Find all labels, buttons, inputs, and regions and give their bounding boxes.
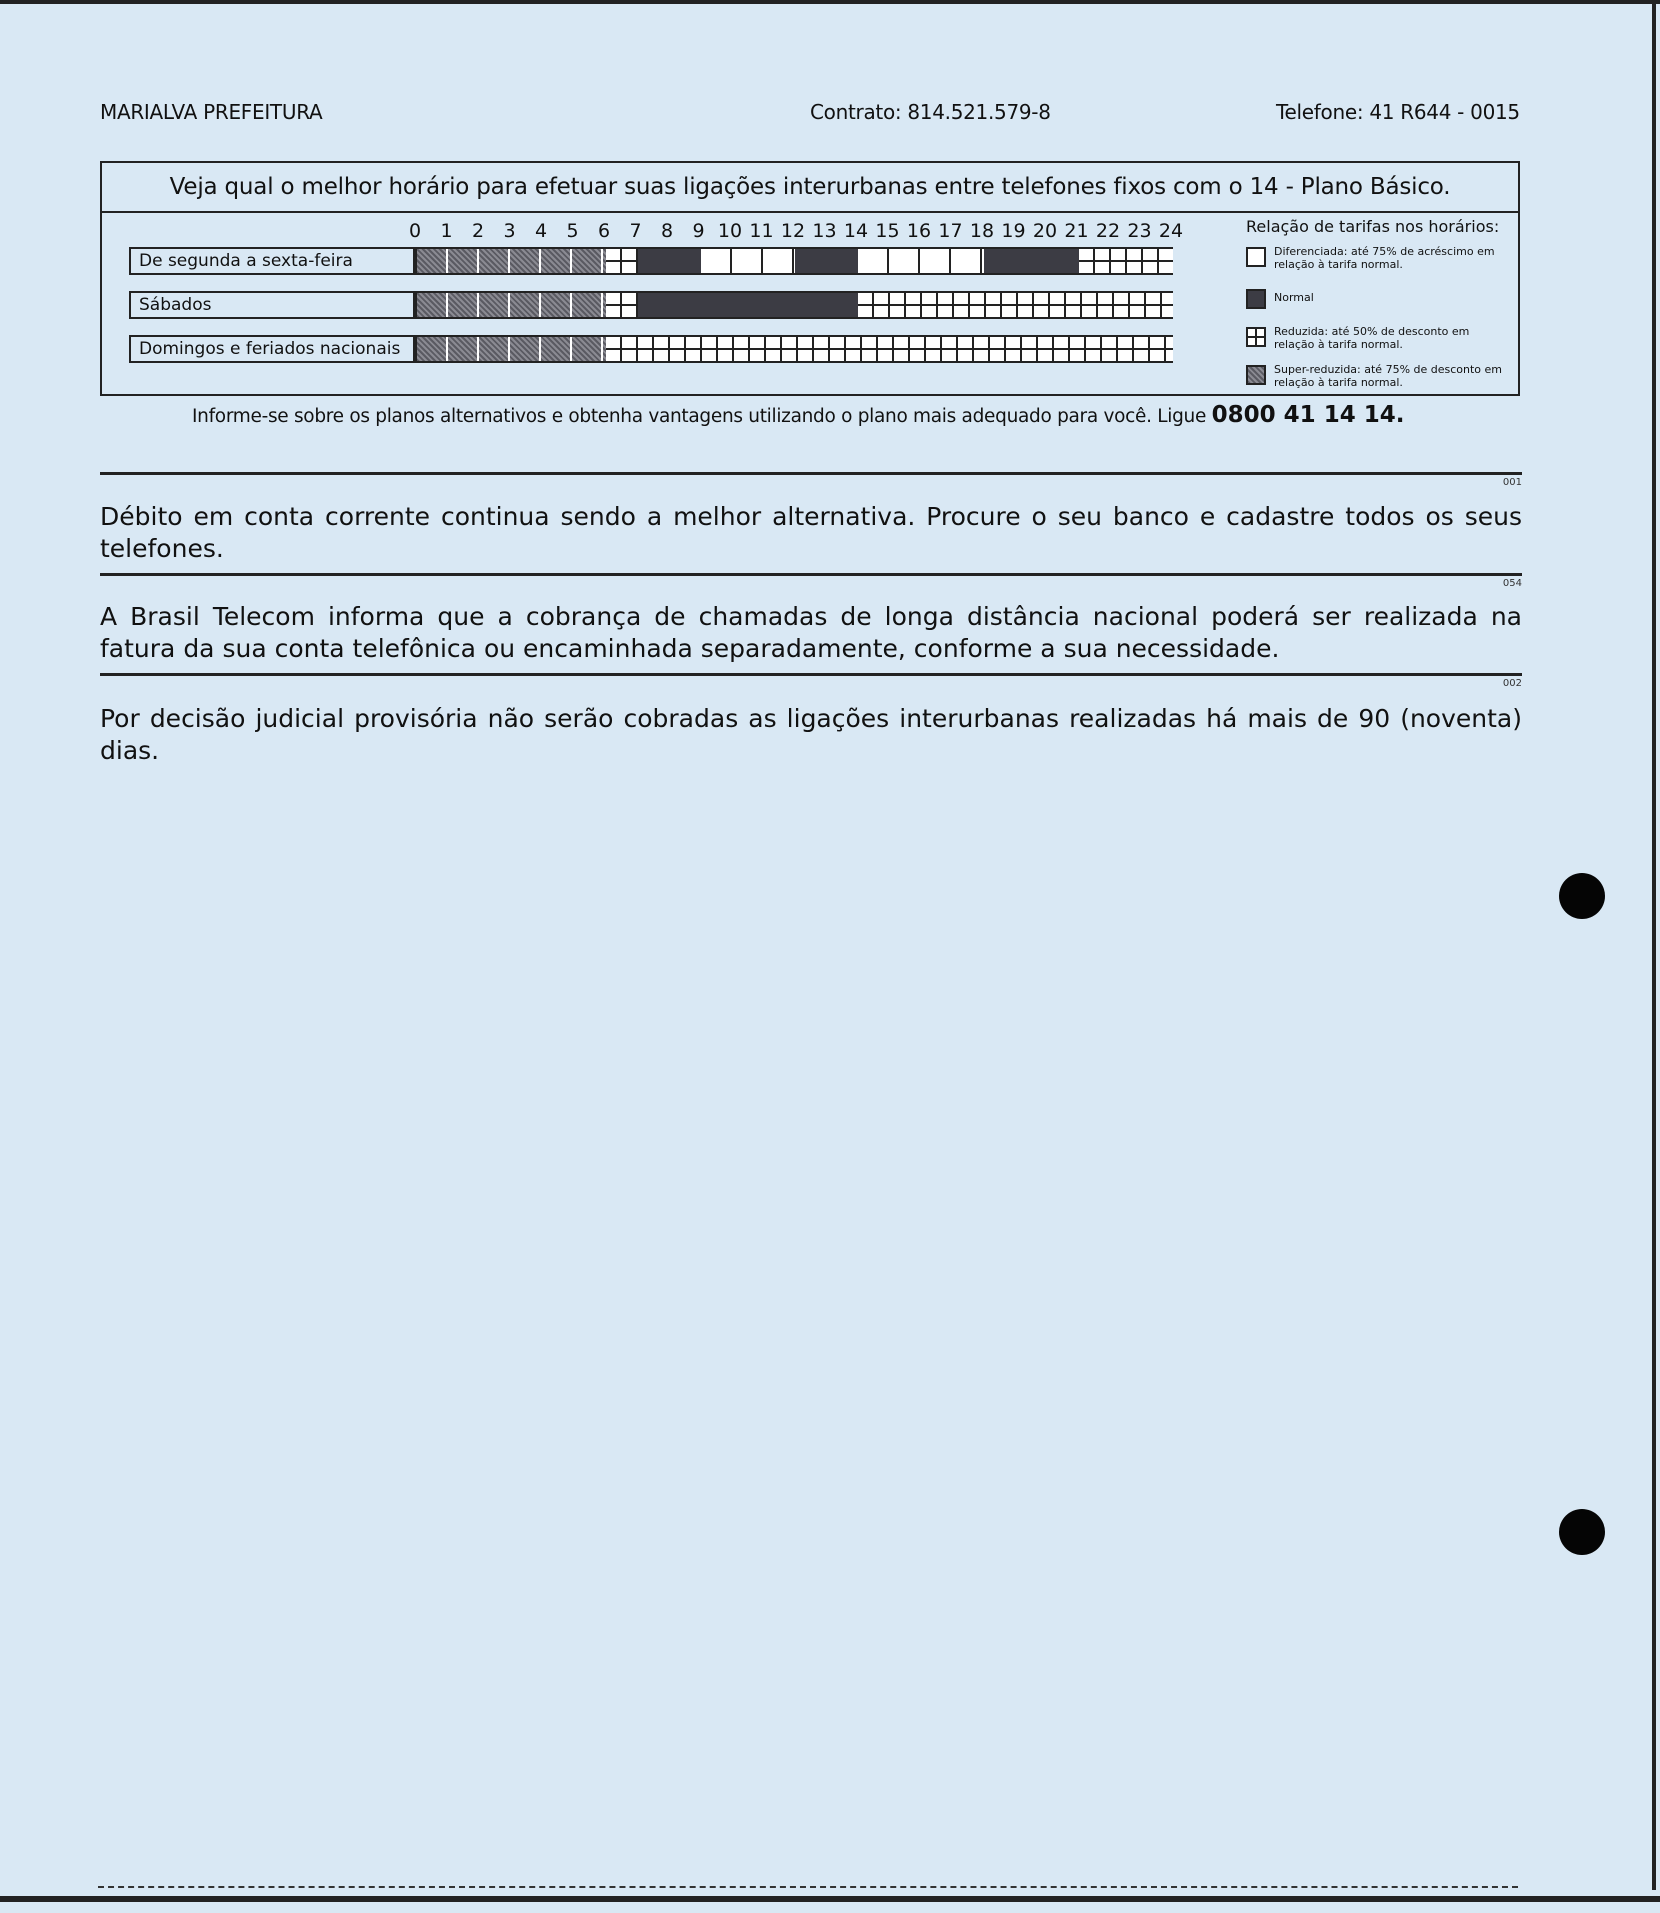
hour-tick-label: 14 xyxy=(843,220,869,242)
notice-long-distance-billing: A Brasil Telecom informa que a cobrança de chamadas de longa distância nacional poderá ser realizada na fatura da sua conta telefônica ou encaminhada separadamente, conforme a sua necessidade. xyxy=(100,602,1522,663)
hour-tick-label: 22 xyxy=(1095,220,1121,242)
section-divider xyxy=(100,472,1522,475)
tariff-schedule-box xyxy=(100,161,1520,396)
tariff-bar-sundays-holidays xyxy=(415,335,1173,363)
hour-tick-label: 5 xyxy=(566,220,579,242)
hour-tick-label: 3 xyxy=(503,220,516,242)
tariff-segment-super xyxy=(417,337,606,361)
legend-text-normal: Normal xyxy=(1274,291,1314,304)
legend-text-reduced: Reduzida: até 50% de desconto em relação à tarifa normal. xyxy=(1274,325,1470,351)
legend-item-differentiated xyxy=(1244,243,1514,273)
tariff-segment-diff xyxy=(858,249,984,273)
tariff-segment-reduced xyxy=(606,337,1173,361)
legend-item-super-reduced xyxy=(1244,361,1514,391)
legend-text-super-reduced: Super-reduzida: até 75% de desconto em relação à tarifa normal. xyxy=(1274,363,1503,389)
notice-code: 002 xyxy=(1502,678,1522,689)
hour-tick-label: 10 xyxy=(717,220,743,242)
hour-tick-label: 4 xyxy=(534,220,548,242)
hour-tick-label: 17 xyxy=(938,220,963,242)
legend-item-reduced xyxy=(1244,323,1514,353)
notice-court-decision: Por decisão judicial provisória não serão cobradas as ligações interurbanas realizadas há mais de 90 (noventa) dias. xyxy=(100,704,1522,765)
top-border xyxy=(0,0,1660,4)
alternative-plans-text: Informe-se sobre os planos alternativos e obtenha vantagens utilizando o plano mais adequado para você. Ligue xyxy=(192,406,1207,427)
hour-tick-label: 21 xyxy=(1064,220,1089,242)
tariff-legend xyxy=(1244,213,1514,395)
hour-tick-label: 18 xyxy=(969,220,995,242)
notice-code: 054 xyxy=(1502,578,1522,589)
tariff-schedule-title: Veja qual o melhor horário para efetuar suas ligações interurbanas entre telefones fixos com o 14 - Plano Básico. xyxy=(102,163,1518,213)
hour-tick-label: 13 xyxy=(812,220,837,242)
hour-tick-label: 12 xyxy=(780,220,806,242)
binder-hole xyxy=(1559,1509,1605,1555)
hour-tick-label: 2 xyxy=(471,220,485,242)
hour-tick-label: 24 xyxy=(1158,220,1184,242)
alternative-plans-phone: 0800 41 14 14. xyxy=(1211,402,1405,428)
legend-swatch-differentiated xyxy=(1246,247,1266,267)
tariff-segment-normal xyxy=(638,249,701,273)
notice-direct-debit: Débito em conta corrente continua sendo a melhor alternativa. Procure o seu banco e cadastre todos os seus telefones. xyxy=(100,502,1522,563)
tariff-bar-weekdays xyxy=(415,247,1173,275)
tariff-segment-super xyxy=(417,249,606,273)
tariff-bar-saturdays xyxy=(415,291,1173,319)
hour-tick-label: 16 xyxy=(906,220,932,242)
tariff-segment-super xyxy=(417,293,606,317)
section-divider xyxy=(100,673,1522,676)
legend-swatch-normal xyxy=(1246,289,1266,309)
hour-tick-label: 9 xyxy=(692,220,705,242)
hour-tick-label: 8 xyxy=(660,220,674,242)
tariff-segment-normal xyxy=(795,249,858,273)
alternative-plans-info xyxy=(192,402,1404,428)
telephone-number: Telefone: 41 R644 - 0015 xyxy=(1276,100,1520,124)
hour-tick-label: 11 xyxy=(749,220,774,242)
hour-tick-label: 0 xyxy=(408,220,422,242)
hour-tick-label: 23 xyxy=(1127,220,1152,242)
tariff-segment-normal xyxy=(638,293,859,317)
hour-tick-label: 7 xyxy=(629,220,642,242)
tariff-segment-reduced xyxy=(606,293,638,317)
section-divider xyxy=(100,573,1522,576)
tariff-segment-diff xyxy=(701,249,796,273)
legend-text-differentiated: Diferenciada: até 75% de acréscimo em relação à tarifa normal. xyxy=(1274,245,1495,271)
hour-tick-label: 1 xyxy=(440,220,453,242)
tariff-segment-normal xyxy=(984,249,1079,273)
legend-item-normal xyxy=(1244,285,1514,315)
bottom-border xyxy=(0,1896,1660,1902)
legend-swatch-reduced xyxy=(1246,327,1266,347)
tariff-segment-reduced xyxy=(1079,249,1174,273)
hour-tick-label: 19 xyxy=(1001,220,1026,242)
hour-scale xyxy=(410,219,1230,243)
binder-hole xyxy=(1559,873,1605,919)
tariff-segment-reduced xyxy=(858,293,1173,317)
customer-name: MARIALVA PREFEITURA xyxy=(100,100,323,124)
row-label-saturdays: Sábados xyxy=(129,291,415,319)
hour-tick-label: 6 xyxy=(597,220,611,242)
notice-code: 001 xyxy=(1502,477,1522,488)
row-label-sundays-holidays: Domingos e feriados nacionais xyxy=(129,335,415,363)
legend-title: Relação de tarifas nos horários: xyxy=(1246,217,1500,236)
perforation-line xyxy=(98,1886,1518,1888)
hour-tick-label: 15 xyxy=(875,220,900,242)
tariff-segment-reduced xyxy=(606,249,638,273)
contract-number: Contrato: 814.521.579-8 xyxy=(810,100,1051,124)
legend-swatch-super-reduced xyxy=(1246,365,1266,385)
right-border xyxy=(1652,0,1656,1890)
row-label-weekdays: De segunda a sexta-feira xyxy=(129,247,415,275)
hour-tick-label: 20 xyxy=(1032,220,1058,242)
